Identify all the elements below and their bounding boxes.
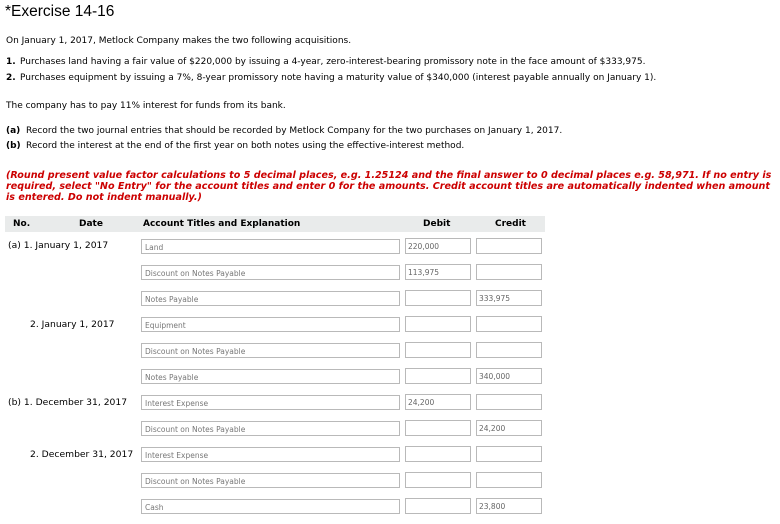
part-b: [6, 141, 464, 152]
part-a-text: Record the two journal entries that should be recorded by Metlock Company for the two purchases on January 1, 2017.: [26, 126, 563, 136]
interest-text: The company has to pay 11% interest for funds from its bank.: [6, 101, 286, 111]
account-title-input[interactable]: Cash: [141, 499, 400, 514]
header-account: Account Titles and Explanation: [143, 219, 301, 229]
credit-input[interactable]: [476, 394, 542, 410]
account-title-input[interactable]: Equipment: [141, 317, 400, 332]
item-2-number: 2.: [6, 73, 16, 83]
credit-input[interactable]: [476, 342, 542, 358]
account-title-input[interactable]: Interest Expense: [141, 447, 400, 462]
entry-label-a1: (a) 1. January 1, 2017: [8, 240, 109, 251]
debit-input[interactable]: 220,000: [405, 238, 471, 254]
debit-input[interactable]: [405, 290, 471, 306]
part-a: [6, 126, 562, 137]
credit-input[interactable]: [476, 238, 542, 254]
credit-input[interactable]: [476, 446, 542, 462]
part-b-label: (b): [6, 141, 21, 151]
header-no: No.: [13, 219, 31, 229]
item-1-text: Purchases land having a fair value of $220,000 by issuing a 4-year, zero-interest-bearing promissory note in the face amount of $333,975.: [20, 57, 646, 67]
debit-input[interactable]: [405, 472, 471, 488]
header-date: Date: [79, 219, 103, 229]
account-title-input[interactable]: Discount on Notes Payable: [141, 473, 400, 488]
exercise-title: *Exercise 14-16: [5, 3, 115, 20]
account-title-input[interactable]: Discount on Notes Payable: [141, 421, 400, 436]
credit-input[interactable]: [476, 472, 542, 488]
intro-text: On January 1, 2017, Metlock Company makes the two following acquisitions.: [6, 36, 352, 46]
credit-input[interactable]: [476, 316, 542, 332]
debit-input[interactable]: 113,975: [405, 264, 471, 280]
account-title-input[interactable]: Notes Payable: [141, 291, 400, 306]
debit-input[interactable]: [405, 368, 471, 384]
account-title-input[interactable]: Discount on Notes Payable: [141, 265, 400, 280]
item-1-number: 1.: [6, 57, 16, 67]
debit-input[interactable]: [405, 498, 471, 514]
entry-label-a2: 2. January 1, 2017: [30, 319, 115, 330]
item-2: [6, 73, 656, 84]
item-1: [6, 57, 645, 68]
debit-input[interactable]: [405, 342, 471, 358]
account-title-input[interactable]: Interest Expense: [141, 395, 400, 410]
account-title-input[interactable]: Discount on Notes Payable: [141, 343, 400, 358]
credit-input[interactable]: 340,000: [476, 368, 542, 384]
credit-input[interactable]: 24,200: [476, 420, 542, 436]
debit-input[interactable]: [405, 420, 471, 436]
header-debit: Debit: [423, 219, 451, 229]
debit-input[interactable]: [405, 446, 471, 462]
part-b-text: Record the interest at the end of the first year on both notes using the effective-interest method.: [26, 141, 465, 151]
credit-input[interactable]: 23,800: [476, 498, 542, 514]
account-title-input[interactable]: Land: [141, 239, 400, 254]
item-2-text: Purchases equipment by issuing a 7%, 8-year promissory note having a maturity value of $340,000 (interest payable annually on January 1).: [20, 73, 657, 83]
part-a-label: (a): [6, 126, 21, 136]
credit-input[interactable]: [476, 264, 542, 280]
account-title-input[interactable]: Notes Payable: [141, 369, 400, 384]
debit-input[interactable]: [405, 316, 471, 332]
entry-label-b2: 2. December 31, 2017: [30, 449, 134, 460]
credit-input[interactable]: 333,975: [476, 290, 542, 306]
entry-label-b1: (b) 1. December 31, 2017: [8, 397, 128, 408]
table-header: [5, 216, 545, 232]
instructions: (Round present value factor calculations to 5 decimal places, e.g. 1.25124 and the final answer to 0 decimal places e.g. 58,971. If no entry is required, select "No Entry" for the account titles and enter 0 for the amounts. Credit account titles are automatically indented when amount is entered. Do not indent manually.): [6, 170, 772, 203]
header-credit: Credit: [495, 219, 526, 229]
debit-input[interactable]: 24,200: [405, 394, 471, 410]
